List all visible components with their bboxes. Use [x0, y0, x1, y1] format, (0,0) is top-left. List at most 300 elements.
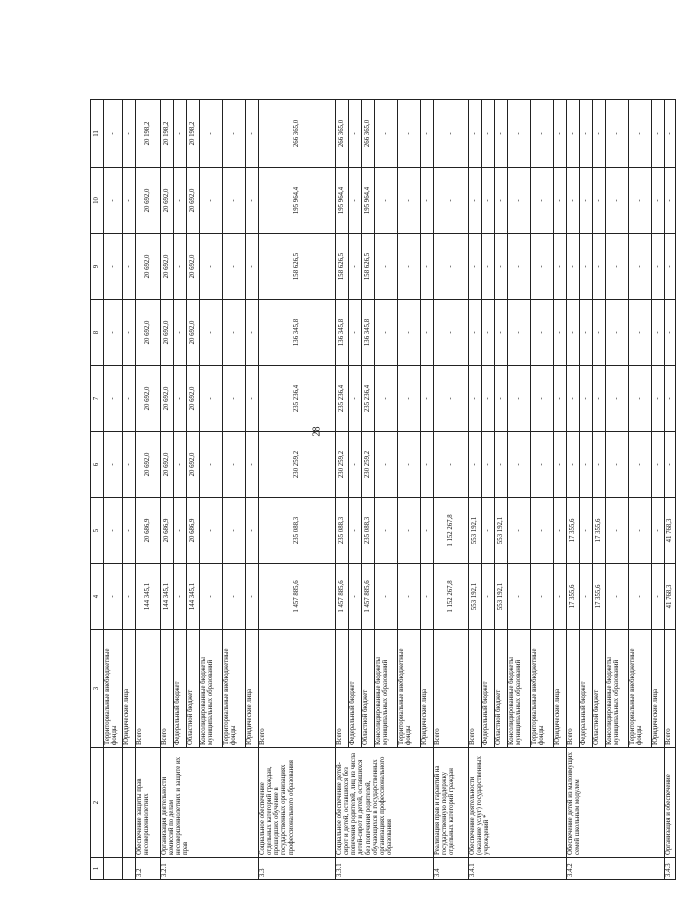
value-cell: - — [652, 234, 665, 300]
value-cell: - — [606, 498, 629, 564]
value-cell: - — [580, 300, 593, 366]
value-cell: 136 345,8 — [336, 300, 349, 366]
value-cell: 20 692,0 — [161, 234, 174, 300]
name-cell: Обеспечение детей из малоимущих семей школьным модулем — [567, 748, 665, 858]
value-cell: - — [629, 564, 652, 630]
value-cell: - — [652, 564, 665, 630]
value-cell: - — [223, 234, 246, 300]
name-cell: Реализация прав и гарантий на государственную поддержку отдельных категорий граждан — [434, 748, 469, 858]
table-row — [434, 100, 469, 880]
value-cell: - — [629, 100, 652, 168]
value-cell: - — [469, 168, 482, 234]
name-cell: Обеспечение деятельности (оказание услуг) государственных учреждений * — [469, 748, 567, 858]
value-cell: - — [398, 498, 421, 564]
value-cell: - — [223, 168, 246, 234]
value-cell: 158 626,5 — [336, 234, 349, 300]
value-cell: - — [246, 300, 259, 366]
value-cell: - — [593, 300, 606, 366]
value-cell: - — [531, 168, 554, 234]
header-cell: 5 — [91, 498, 104, 564]
value-cell: - — [593, 168, 606, 234]
value-cell: - — [200, 234, 223, 300]
header-cell: 2 — [91, 748, 104, 858]
source-cell: Юридические лица — [123, 630, 136, 748]
value-cell: - — [606, 168, 629, 234]
value-cell: - — [665, 366, 676, 432]
value-cell: - — [495, 366, 508, 432]
value-cell: - — [482, 564, 495, 630]
value-cell: - — [104, 100, 123, 168]
value-cell: - — [469, 366, 482, 432]
value-cell: - — [223, 100, 246, 168]
num-cell: 3.3 — [259, 858, 336, 880]
name-cell: Социальное обеспечение отдельных категорий граждан, прошедших обучение в государственных организациях профессионального образования — [259, 748, 336, 858]
value-cell: 20 692,0 — [187, 300, 200, 366]
value-cell: - — [652, 300, 665, 366]
value-cell: - — [349, 432, 362, 498]
source-cell: Федеральный бюджет — [174, 630, 187, 748]
value-cell: 195 964,4 — [362, 168, 375, 234]
value-cell: - — [580, 234, 593, 300]
value-cell: - — [531, 432, 554, 498]
value-cell: - — [375, 234, 398, 300]
value-cell: 20 198,2 — [161, 100, 174, 168]
value-cell: 20 692,0 — [136, 234, 161, 300]
source-cell: Территориальные внебюджетные фонды — [531, 630, 554, 748]
value-cell: 20 692,0 — [136, 168, 161, 234]
source-cell: Юридические лица — [246, 630, 259, 748]
value-cell: - — [531, 498, 554, 564]
value-cell: 235 088,3 — [362, 498, 375, 564]
num-cell: 3.3.1 — [336, 858, 434, 880]
source-cell: Юридические лица — [652, 630, 665, 748]
value-cell: - — [508, 234, 531, 300]
source-cell: Территориальные внебюджетные фонды — [398, 630, 421, 748]
value-cell: - — [508, 366, 531, 432]
value-cell: - — [482, 100, 495, 168]
value-cell: - — [246, 168, 259, 234]
source-cell: Федеральный бюджет — [482, 630, 495, 748]
value-cell: 20 686,9 — [136, 498, 161, 564]
value-cell: - — [246, 366, 259, 432]
value-cell: 235 088,3 — [259, 498, 336, 564]
header-cell: 3 — [91, 630, 104, 748]
budget-table — [90, 99, 676, 880]
value-cell: - — [349, 498, 362, 564]
name-cell: Организация деятельности комиссий по делам несовершеннолетних и защите их прав — [161, 748, 259, 858]
value-cell: - — [593, 100, 606, 168]
value-cell: 20 692,0 — [136, 432, 161, 498]
value-cell: - — [554, 564, 567, 630]
value-cell: 235 236,4 — [259, 366, 336, 432]
value-cell: - — [554, 432, 567, 498]
source-cell: Всего — [336, 630, 349, 748]
value-cell: - — [349, 100, 362, 168]
table-row — [104, 100, 123, 880]
num-cell — [104, 858, 123, 880]
value-cell: - — [554, 366, 567, 432]
value-cell: - — [580, 498, 593, 564]
value-cell: - — [434, 366, 469, 432]
value-cell: 144 345,1 — [187, 564, 200, 630]
value-cell: 144 345,1 — [136, 564, 161, 630]
value-cell: - — [580, 366, 593, 432]
value-cell: - — [421, 168, 434, 234]
header-cell: 4 — [91, 564, 104, 630]
value-cell: - — [531, 366, 554, 432]
value-cell: - — [434, 300, 469, 366]
value-cell: 17 355,6 — [567, 564, 580, 630]
value-cell: - — [508, 300, 531, 366]
value-cell: - — [349, 366, 362, 432]
value-cell: 20 692,0 — [187, 168, 200, 234]
value-cell: - — [629, 366, 652, 432]
value-cell: - — [554, 168, 567, 234]
value-cell: 20 686,9 — [187, 498, 200, 564]
value-cell: - — [606, 234, 629, 300]
value-cell: - — [246, 100, 259, 168]
value-cell: - — [554, 498, 567, 564]
value-cell: - — [606, 100, 629, 168]
value-cell: - — [531, 100, 554, 168]
value-cell: - — [174, 234, 187, 300]
value-cell: 20 692,0 — [161, 168, 174, 234]
value-cell: - — [580, 564, 593, 630]
table-row — [469, 100, 482, 880]
value-cell: - — [593, 234, 606, 300]
value-cell: - — [469, 432, 482, 498]
value-cell: 20 692,0 — [161, 366, 174, 432]
num-cell: 3.4.1 — [469, 858, 567, 880]
value-cell: - — [421, 432, 434, 498]
value-cell: - — [375, 300, 398, 366]
value-cell: 144 345,1 — [161, 564, 174, 630]
rotated-table-container — [90, 100, 674, 880]
value-cell: - — [421, 498, 434, 564]
table-row — [567, 100, 580, 880]
source-cell: Территориальные внебюджетные фонды — [104, 630, 123, 748]
value-cell: - — [398, 234, 421, 300]
value-cell: - — [482, 498, 495, 564]
value-cell: - — [104, 366, 123, 432]
value-cell: - — [495, 300, 508, 366]
table-row — [259, 100, 336, 880]
value-cell: - — [531, 234, 554, 300]
value-cell: - — [174, 300, 187, 366]
value-cell: 230 259,2 — [362, 432, 375, 498]
header-cell: 1 — [91, 858, 104, 880]
value-cell: 20 692,0 — [161, 432, 174, 498]
value-cell: - — [567, 168, 580, 234]
value-cell: - — [629, 234, 652, 300]
value-cell: 1 457 885,6 — [362, 564, 375, 630]
value-cell: - — [434, 234, 469, 300]
value-cell: - — [123, 300, 136, 366]
value-cell: - — [554, 234, 567, 300]
num-cell: 3.4.2 — [567, 858, 665, 880]
value-cell: - — [508, 168, 531, 234]
value-cell: - — [104, 300, 123, 366]
value-cell: - — [554, 100, 567, 168]
table-row — [91, 100, 104, 880]
value-cell: - — [174, 168, 187, 234]
value-cell: 266 365,0 — [336, 100, 349, 168]
value-cell: - — [508, 100, 531, 168]
value-cell: 1 152 267,8 — [434, 564, 469, 630]
num-cell: 3.2.1 — [161, 858, 259, 880]
value-cell: 553 192,1 — [495, 564, 508, 630]
value-cell: 158 626,5 — [259, 234, 336, 300]
value-cell: 235 088,3 — [336, 498, 349, 564]
table-row — [665, 100, 676, 880]
value-cell: - — [629, 498, 652, 564]
source-cell: Консолидированные бюджеты муниципальных образований — [375, 630, 398, 748]
value-cell: - — [174, 366, 187, 432]
value-cell: - — [482, 300, 495, 366]
value-cell: 553 192,1 — [495, 498, 508, 564]
value-cell: - — [434, 100, 469, 168]
value-cell: - — [629, 300, 652, 366]
value-cell: - — [223, 498, 246, 564]
value-cell: - — [508, 564, 531, 630]
value-cell: 41 768,3 — [665, 498, 676, 564]
value-cell: - — [200, 432, 223, 498]
source-cell: Всего — [434, 630, 469, 748]
value-cell: 17 355,6 — [567, 498, 580, 564]
value-cell: - — [123, 564, 136, 630]
value-cell: - — [469, 234, 482, 300]
name-cell: Обеспечение защиты прав несовершеннолетних — [136, 748, 161, 858]
value-cell: - — [104, 564, 123, 630]
source-cell: Всего — [136, 630, 161, 748]
value-cell: 1 152 267,8 — [434, 498, 469, 564]
value-cell: - — [482, 366, 495, 432]
value-cell: 266 365,0 — [362, 100, 375, 168]
value-cell: - — [349, 300, 362, 366]
header-cell: 8 — [91, 300, 104, 366]
value-cell: - — [246, 564, 259, 630]
table-row — [336, 100, 349, 880]
value-cell: - — [223, 564, 246, 630]
num-cell: 3.4 — [434, 858, 469, 880]
value-cell: - — [434, 432, 469, 498]
value-cell: 20 692,0 — [187, 432, 200, 498]
value-cell: - — [606, 564, 629, 630]
source-cell: Областной бюджет — [362, 630, 375, 748]
value-cell: - — [123, 498, 136, 564]
value-cell: - — [652, 100, 665, 168]
value-cell: - — [652, 366, 665, 432]
num-cell: 3.2 — [136, 858, 161, 880]
source-cell: Территориальные внебюджетные фонды — [223, 630, 246, 748]
value-cell: 20 692,0 — [136, 366, 161, 432]
value-cell: 20 692,0 — [187, 234, 200, 300]
value-cell: - — [665, 432, 676, 498]
source-cell: Территориальные внебюджетные фонды — [629, 630, 652, 748]
source-cell: Областной бюджет — [495, 630, 508, 748]
value-cell: 230 259,2 — [336, 432, 349, 498]
value-cell: - — [593, 366, 606, 432]
source-cell: Всего — [665, 630, 676, 748]
value-cell: - — [200, 100, 223, 168]
value-cell: - — [531, 564, 554, 630]
header-cell: 6 — [91, 432, 104, 498]
value-cell: - — [375, 432, 398, 498]
value-cell: - — [375, 168, 398, 234]
value-cell: 20 686,9 — [161, 498, 174, 564]
value-cell: - — [200, 300, 223, 366]
source-cell: Областной бюджет — [593, 630, 606, 748]
value-cell: - — [665, 100, 676, 168]
value-cell: 266 365,0 — [259, 100, 336, 168]
value-cell: - — [375, 100, 398, 168]
table-row — [136, 100, 161, 880]
value-cell: - — [421, 366, 434, 432]
value-cell: - — [200, 498, 223, 564]
value-cell: - — [223, 300, 246, 366]
value-cell: - — [223, 432, 246, 498]
value-cell: - — [495, 100, 508, 168]
value-cell: - — [482, 168, 495, 234]
table-row — [123, 100, 136, 880]
value-cell: 553 192,1 — [469, 564, 482, 630]
value-cell: - — [246, 498, 259, 564]
value-cell: - — [567, 300, 580, 366]
value-cell: - — [123, 234, 136, 300]
num-cell — [123, 858, 136, 880]
value-cell: 553 192,1 — [469, 498, 482, 564]
source-cell: Юридические лица — [554, 630, 567, 748]
value-cell: - — [606, 366, 629, 432]
value-cell: - — [665, 234, 676, 300]
value-cell: - — [123, 366, 136, 432]
value-cell: 136 345,8 — [362, 300, 375, 366]
value-cell: - — [398, 100, 421, 168]
value-cell: - — [495, 432, 508, 498]
value-cell: - — [606, 300, 629, 366]
value-cell: - — [174, 564, 187, 630]
source-cell: Консолидированные бюджеты муниципальных образований — [200, 630, 223, 748]
value-cell: - — [200, 366, 223, 432]
page-number: 28 — [311, 426, 323, 437]
value-cell: - — [567, 100, 580, 168]
value-cell: - — [398, 300, 421, 366]
value-cell: - — [123, 168, 136, 234]
value-cell: - — [567, 366, 580, 432]
value-cell: - — [104, 498, 123, 564]
value-cell: - — [398, 432, 421, 498]
value-cell: - — [531, 300, 554, 366]
value-cell: 230 259,2 — [259, 432, 336, 498]
value-cell: - — [652, 168, 665, 234]
value-cell: 20 692,0 — [161, 300, 174, 366]
source-cell: Всего — [567, 630, 580, 748]
table-row — [161, 100, 174, 880]
source-cell: Всего — [469, 630, 482, 748]
num-cell: 3.4.3 — [665, 858, 676, 880]
value-cell: - — [174, 498, 187, 564]
source-cell: Федеральный бюджет — [349, 630, 362, 748]
value-cell: - — [567, 432, 580, 498]
value-cell: 1 457 885,6 — [259, 564, 336, 630]
value-cell: - — [398, 564, 421, 630]
name-cell — [104, 748, 123, 858]
source-cell: Консолидированные бюджеты муниципальных образований — [508, 630, 531, 748]
value-cell: - — [665, 168, 676, 234]
value-cell: - — [580, 100, 593, 168]
value-cell: - — [652, 498, 665, 564]
value-cell: - — [200, 168, 223, 234]
value-cell: - — [375, 366, 398, 432]
value-cell: 17 355,6 — [593, 564, 606, 630]
value-cell: - — [375, 498, 398, 564]
name-cell: Социальное обеспечение детей-сирот и детей, оставшихся без попечения родителей, лиц из числа детей-сирот и детей, оставшихся без попечения родителей, обучающихся в государственных организациях профессионального образования — [336, 748, 434, 858]
value-cell: - — [606, 432, 629, 498]
value-cell: 195 964,4 — [259, 168, 336, 234]
value-cell: - — [246, 234, 259, 300]
value-cell: - — [421, 300, 434, 366]
value-cell: - — [495, 168, 508, 234]
value-cell: - — [629, 432, 652, 498]
value-cell: - — [421, 564, 434, 630]
value-cell: - — [200, 564, 223, 630]
value-cell: - — [434, 168, 469, 234]
value-cell: 136 345,8 — [259, 300, 336, 366]
value-cell: - — [567, 234, 580, 300]
header-cell: 11 — [91, 100, 104, 168]
value-cell: - — [349, 564, 362, 630]
value-cell: 20 198,2 — [136, 100, 161, 168]
header-cell: 9 — [91, 234, 104, 300]
value-cell: - — [580, 168, 593, 234]
value-cell: - — [508, 498, 531, 564]
value-cell: - — [104, 168, 123, 234]
source-cell: Юридические лица — [421, 630, 434, 748]
value-cell: - — [123, 100, 136, 168]
value-cell: 235 236,4 — [362, 366, 375, 432]
value-cell: - — [375, 564, 398, 630]
value-cell: - — [421, 100, 434, 168]
value-cell: 17 355,6 — [593, 498, 606, 564]
value-cell: 20 198,2 — [187, 100, 200, 168]
value-cell: - — [349, 234, 362, 300]
value-cell: - — [482, 234, 495, 300]
value-cell: - — [469, 100, 482, 168]
value-cell: 235 236,4 — [336, 366, 349, 432]
value-cell: - — [349, 168, 362, 234]
value-cell: - — [104, 432, 123, 498]
value-cell: - — [469, 300, 482, 366]
value-cell: - — [580, 432, 593, 498]
source-cell: Областной бюджет — [187, 630, 200, 748]
value-cell: - — [246, 432, 259, 498]
value-cell: - — [104, 234, 123, 300]
value-cell: 20 692,0 — [187, 366, 200, 432]
header-cell: 10 — [91, 168, 104, 234]
source-cell: Федеральный бюджет — [580, 630, 593, 748]
value-cell: - — [665, 300, 676, 366]
value-cell: - — [123, 432, 136, 498]
value-cell: - — [482, 432, 495, 498]
value-cell: 20 692,0 — [136, 300, 161, 366]
value-cell: - — [593, 432, 606, 498]
value-cell: - — [174, 100, 187, 168]
value-cell: 158 626,5 — [362, 234, 375, 300]
value-cell: - — [495, 234, 508, 300]
name-cell: Организация и обеспечение — [665, 748, 676, 858]
value-cell: - — [554, 300, 567, 366]
value-cell: - — [652, 432, 665, 498]
